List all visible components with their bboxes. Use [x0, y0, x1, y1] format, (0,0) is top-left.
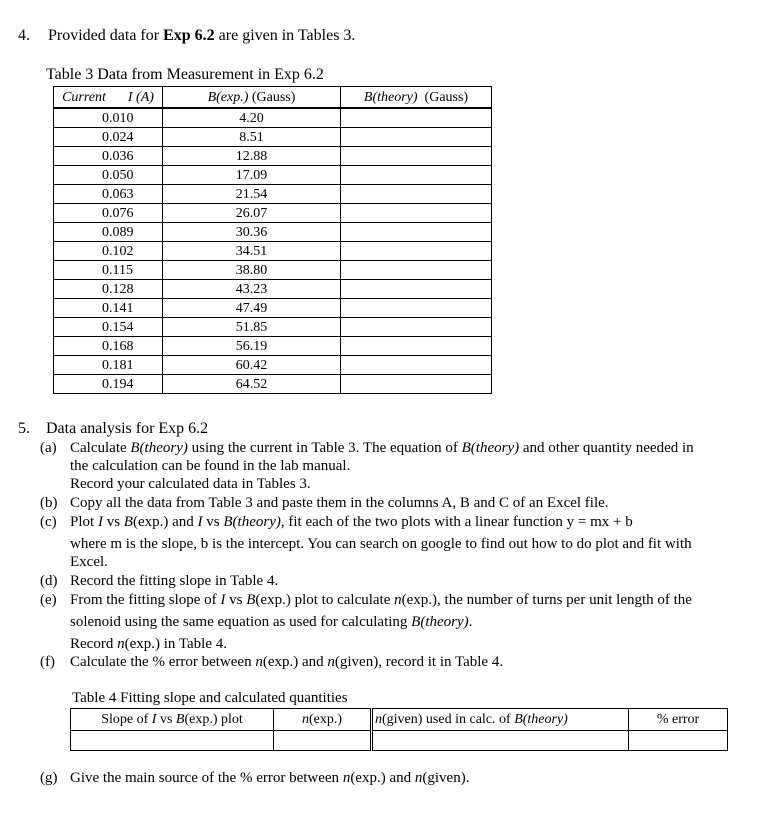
table3-cell-current: 0.194	[54, 375, 163, 394]
table3	[53, 86, 492, 394]
q5g-text: Give the main source of the % error between n(exp.) and n(given).	[70, 770, 470, 786]
table4-cell-error[interactable]	[629, 731, 728, 751]
table3-cell-bexp: 4.20	[163, 108, 341, 128]
table4-header-ngiven: n(given) used in calc. of B(theory)	[372, 709, 629, 731]
q5d-label: (d)	[40, 573, 58, 589]
table4-empty-row	[71, 731, 728, 751]
table-row	[54, 299, 492, 318]
q5b-text: Copy all the data from Table 3 and paste them in the columns A, B and C of an Excel file.	[70, 495, 609, 511]
q5b-label: (b)	[40, 495, 58, 511]
q4-text-post: are given in Tables 3.	[214, 27, 356, 44]
table3-cell-current: 0.089	[54, 223, 163, 242]
table3-cell-btheory[interactable]	[341, 108, 492, 128]
q5c-line2: where m is the slope, b is the intercept. You can search on google to find out how to do plot and fit with	[70, 536, 692, 552]
q5a-line2: the calculation can be found in the lab manual.	[70, 458, 351, 474]
table3-cell-btheory[interactable]	[341, 261, 492, 280]
table3-cell-btheory[interactable]	[341, 223, 492, 242]
table4-header-slope: Slope of I vs B(exp.) plot	[71, 709, 274, 731]
table3-header-btheory: B(theory) (Gauss)	[341, 87, 492, 109]
table-row	[54, 261, 492, 280]
table3-caption: Table 3 Data from Measurement in Exp 6.2	[46, 66, 324, 83]
table-row	[54, 337, 492, 356]
table3-cell-btheory[interactable]	[341, 318, 492, 337]
q5c-line3: Excel.	[70, 554, 108, 570]
q5g-label: (g)	[40, 770, 58, 786]
q5e-line1: From the fitting slope of I vs B(exp.) plot to calculate n(exp.), the number of turns per unit length of the	[70, 592, 692, 608]
table3-cell-bexp: 12.88	[163, 147, 341, 166]
table3-cell-bexp: 43.23	[163, 280, 341, 299]
q5-title-line	[18, 420, 208, 438]
table-row	[54, 128, 492, 147]
q5d-text: Record the fitting slope in Table 4.	[70, 573, 279, 589]
table3-cell-current: 0.128	[54, 280, 163, 299]
table3-cell-current: 0.010	[54, 108, 163, 128]
table3-cell-current: 0.141	[54, 299, 163, 318]
q4-line	[18, 27, 355, 45]
table4-cell-slope[interactable]	[71, 731, 274, 751]
table3-cell-btheory[interactable]	[341, 128, 492, 147]
table3-header-row	[54, 87, 492, 109]
table3-cell-btheory[interactable]	[341, 337, 492, 356]
table3-cell-btheory[interactable]	[341, 185, 492, 204]
table3-cell-current: 0.063	[54, 185, 163, 204]
q5a-line1: Calculate B(theory) using the current in Table 3. The equation of B(theory) and other quantity needed in	[70, 440, 694, 456]
q5f-text: Calculate the % error between n(exp.) and n(given), record it in Table 4.	[70, 654, 504, 670]
table4-header-nexp: n(exp.)	[274, 709, 372, 731]
table3-body	[54, 108, 492, 394]
table3-cell-bexp: 8.51	[163, 128, 341, 147]
q4-text-pre: Provided data for	[48, 27, 164, 44]
table-row	[54, 223, 492, 242]
q4-number: 4.	[18, 27, 30, 44]
q5e-line2: solenoid using the same equation as used for calculating B(theory).	[70, 614, 473, 630]
q4-text-bold: Exp 6.2	[163, 27, 215, 44]
table3-cell-btheory[interactable]	[341, 280, 492, 299]
table3-cell-bexp: 34.51	[163, 242, 341, 261]
table4-header-error: % error	[629, 709, 728, 731]
table-row	[54, 280, 492, 299]
table3-cell-current: 0.115	[54, 261, 163, 280]
table3-cell-btheory[interactable]	[341, 242, 492, 261]
table4-header-row	[71, 709, 728, 731]
table3-cell-current: 0.181	[54, 356, 163, 375]
table3-cell-bexp: 38.80	[163, 261, 341, 280]
table3-cell-bexp: 47.49	[163, 299, 341, 318]
table-row	[54, 318, 492, 337]
q5a-label: (a)	[40, 440, 57, 456]
q5e-line3: Record n(exp.) in Table 4.	[70, 636, 227, 652]
table4-caption: Table 4 Fitting slope and calculated quantities	[72, 690, 348, 706]
table-row	[54, 147, 492, 166]
table3-cell-current: 0.168	[54, 337, 163, 356]
table3-cell-bexp: 17.09	[163, 166, 341, 185]
table3-cell-btheory[interactable]	[341, 166, 492, 185]
q5c-label: (c)	[40, 514, 57, 530]
q5c-line1: Plot I vs B(exp.) and I vs B(theory), fit each of the two plots with a linear function y = mx + b	[70, 514, 633, 530]
table3-header-current: Current I (A)	[54, 87, 163, 109]
q5-title: Data analysis for Exp 6.2	[46, 420, 209, 437]
table3-cell-btheory[interactable]	[341, 375, 492, 394]
table-row	[54, 185, 492, 204]
table-row	[54, 356, 492, 375]
table4-cell-ngiven[interactable]	[372, 731, 629, 751]
q5-number: 5.	[18, 420, 30, 437]
table3-cell-bexp: 60.42	[163, 356, 341, 375]
q5a-line3: Record your calculated data in Tables 3.	[70, 476, 311, 492]
q5e-label: (e)	[40, 592, 57, 608]
table-row	[54, 108, 492, 128]
table3-cell-current: 0.036	[54, 147, 163, 166]
table3-cell-btheory[interactable]	[341, 356, 492, 375]
table-row	[54, 166, 492, 185]
table3-cell-current: 0.102	[54, 242, 163, 261]
table3-cell-current: 0.076	[54, 204, 163, 223]
table3-cell-bexp: 64.52	[163, 375, 341, 394]
table4-cell-nexp[interactable]	[274, 731, 372, 751]
table3-cell-bexp: 30.36	[163, 223, 341, 242]
table3-cell-current: 0.050	[54, 166, 163, 185]
table3-cell-bexp: 51.85	[163, 318, 341, 337]
q5f-label: (f)	[40, 654, 55, 670]
table-row	[54, 204, 492, 223]
table-row	[54, 242, 492, 261]
table3-cell-bexp: 26.07	[163, 204, 341, 223]
table4	[70, 708, 728, 751]
table3-header-bexp: B(exp.) (Gauss)	[163, 87, 341, 109]
table3-cell-current: 0.024	[54, 128, 163, 147]
table3-cell-btheory[interactable]	[341, 299, 492, 318]
table3-cell-bexp: 56.19	[163, 337, 341, 356]
table3-cell-btheory[interactable]	[341, 204, 492, 223]
table3-cell-bexp: 21.54	[163, 185, 341, 204]
table3-cell-current: 0.154	[54, 318, 163, 337]
table-row	[54, 375, 492, 394]
table3-cell-btheory[interactable]	[341, 147, 492, 166]
